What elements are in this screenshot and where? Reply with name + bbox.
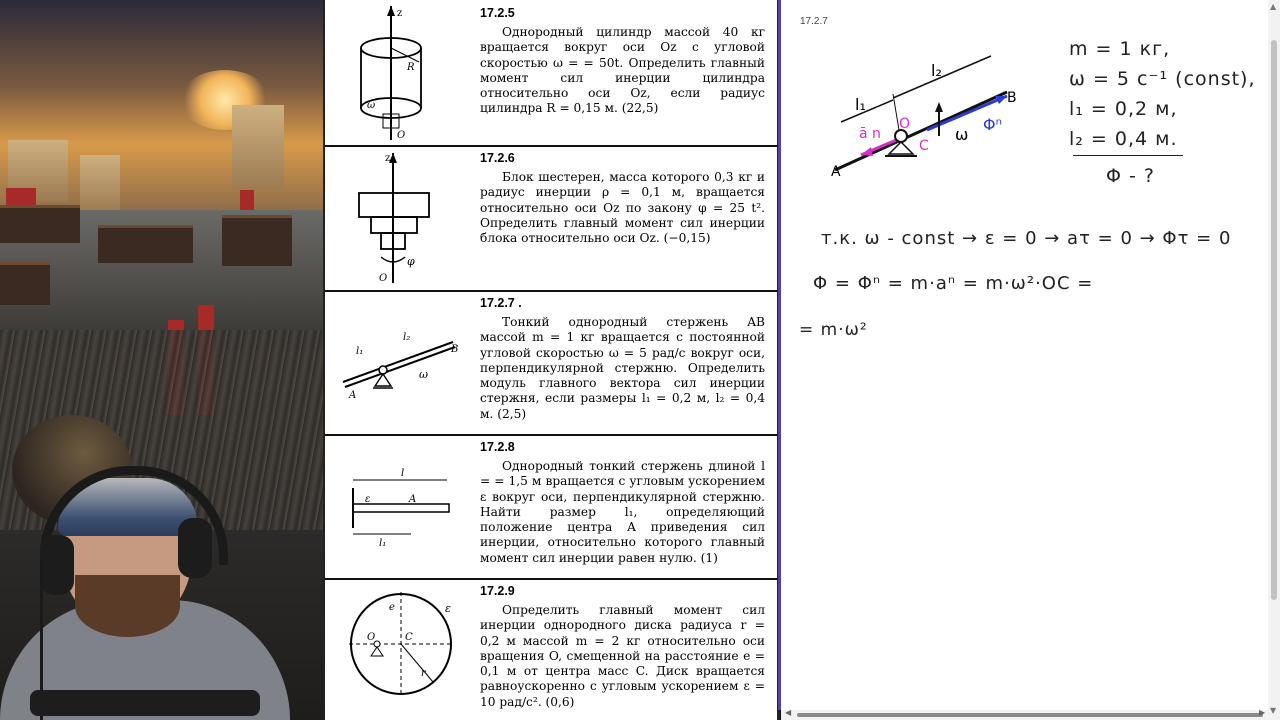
scroll-left-arrow-icon[interactable]: ◀ [785, 708, 792, 717]
fig-label-l1: l₁ [356, 346, 364, 357]
find-text: Φ - ? [1106, 165, 1155, 187]
problem-number: 17.2.9 [480, 584, 515, 598]
fig-label-phi: φ [407, 255, 415, 268]
problem-17-2-8 [325, 434, 777, 580]
headset-ear-right [178, 518, 212, 578]
fig-label-O: O [379, 273, 388, 284]
horizontal-scroll-thumb[interactable] [797, 713, 1263, 717]
problem-number: 17.2.5 [480, 6, 515, 20]
problem-17-2-9 [325, 578, 777, 720]
ship [0, 262, 50, 305]
sail [232, 105, 284, 190]
whiteboard-canvas[interactable] [778, 0, 1271, 710]
solution-line-2: Φ = Φⁿ = m·aⁿ = m·ω²·OC = [813, 273, 1094, 294]
problem-17-2-6 [325, 145, 777, 292]
fig-label-r: r [421, 668, 426, 679]
fig-label-eps: ε [445, 602, 451, 615]
horizontal-scrollbar[interactable] [781, 710, 1268, 720]
diagram-label-A: A [831, 164, 841, 180]
problem-17-2-5 [325, 0, 777, 147]
stream-background [0, 0, 323, 720]
problem-number: 17.2.8 [480, 440, 515, 454]
textbook-page [323, 0, 780, 720]
ship [98, 225, 193, 263]
problem-text: Определить главный момент сил инерции однородного диска радиуса r = 0,2 м массой m = 2 кг относительно оси вращения O, смещенной на расстояние e = 0,1 м от центра масс C. Диск вращается равноускоренно с угловым ускорением ε = 10 рад/с². (0,6) [480, 603, 765, 709]
fig-label-z: z [385, 153, 391, 164]
board-title: 17.2.7 [800, 16, 828, 27]
problem-text: Блок шестерен, масса которого 0,3 кг и радиус инерции ρ = 0,1 м, вращается относительно оси Oz по закону φ = 25 t². Определить главный момент сил инерции блока относительно оси Oz. (−0,15) [480, 170, 765, 246]
given-l2: l₂ = 0,4 м. [1069, 128, 1178, 150]
given-omega: ω = 5 c⁻¹ (const), [1069, 68, 1256, 90]
fig-label-l2: l₂ [403, 332, 411, 343]
diagram-label-omega: ω [955, 125, 969, 144]
fig-label-A: A [349, 390, 357, 401]
ship [222, 215, 292, 266]
cylinder-figure [331, 4, 461, 142]
solution-line-3: = m·ω² [799, 320, 868, 340]
scroll-right-arrow-icon[interactable]: ▶ [1259, 708, 1266, 717]
diagram-label-an: ā n [859, 126, 881, 142]
solution-line-1: т.к. ω - const → ε = 0 → aτ = 0 → Φτ = 0 [821, 228, 1232, 249]
vertical-scrollbar[interactable] [1268, 0, 1280, 720]
microphone [30, 690, 260, 716]
rod-figure [331, 294, 461, 432]
given-divider [1073, 155, 1183, 156]
diagram-label-phin: Φⁿ [983, 115, 1002, 134]
diagram-label-O: O [899, 116, 911, 132]
headset-ear-left [40, 535, 74, 595]
diagram-label-C: C [919, 138, 929, 154]
fig-label-e: e [389, 602, 395, 613]
fig-label-omega: ω [419, 368, 428, 381]
rod-accel-figure [331, 438, 461, 576]
sail [80, 155, 120, 213]
fig-label-z: z [397, 8, 403, 19]
fig-label-l: l [401, 468, 405, 479]
fig-label-A: A [409, 494, 417, 505]
given-mass: m = 1 кг, [1069, 38, 1171, 60]
fig-label-eps: ε [365, 494, 371, 505]
problem-17-2-7 [325, 290, 777, 436]
fig-label-O: O [397, 130, 406, 141]
rod-diagram [831, 50, 1021, 180]
problem-text: Однородный тонкий стержень длиной l = = 1,5 м вращается с угловым ускорением ε вокруг оси, перпендикулярной стержню. Найти размер l₁, определяющий положение центра A приведения сил инерции, относительно которого главный момент сил инерции равен нулю. (1) [480, 459, 765, 565]
diagram-label-B: B [1007, 90, 1017, 106]
vertical-scroll-thumb[interactable] [1271, 40, 1277, 600]
fig-label-C: C [405, 632, 413, 643]
problem-number: 17.2.6 [480, 151, 515, 165]
scroll-down-arrow-icon[interactable]: ▼ [1270, 706, 1277, 715]
problem-text: Тонкий однородный стержень AB массой m = 1 кг вращается с постоянной угловой скоростью ω = 5 рад/с вокруг оси, перпендикулярной стержню. Определить модуль главного вектора сил инерции стержня, если размеры l₁ = 0,2 м, l₂ = 0,4 м. (2,5) [480, 315, 765, 421]
flag [6, 188, 36, 206]
fig-label-l1: l₁ [379, 538, 387, 549]
disk-figure [331, 582, 461, 720]
scroll-up-arrow-icon[interactable]: ▲ [1270, 2, 1277, 11]
fig-label-B: B [451, 344, 459, 355]
fig-label-O: O [367, 632, 376, 643]
flag [240, 190, 254, 212]
fig-label-R: R [407, 62, 415, 73]
diagram-label-l2: l₂ [931, 61, 942, 80]
streamer-beard [75, 575, 180, 637]
problem-text: Однородный цилиндр массой 40 кг вращается вокруг оси Oz с угловой скоростью ω = = 50t. Определить главный момент сил инерции цилиндра относительно оси Oz, если радиус цилиндра R = 0,15 м. (22,5) [480, 25, 765, 116]
given-l1: l₁ = 0,2 м, [1069, 98, 1178, 120]
problem-number: 17.2.7 . [480, 296, 522, 310]
fig-label-omega: ω [367, 100, 376, 111]
gear-block-figure [331, 149, 461, 287]
diagram-label-l1: l₁ [855, 95, 866, 114]
ship [0, 205, 80, 243]
